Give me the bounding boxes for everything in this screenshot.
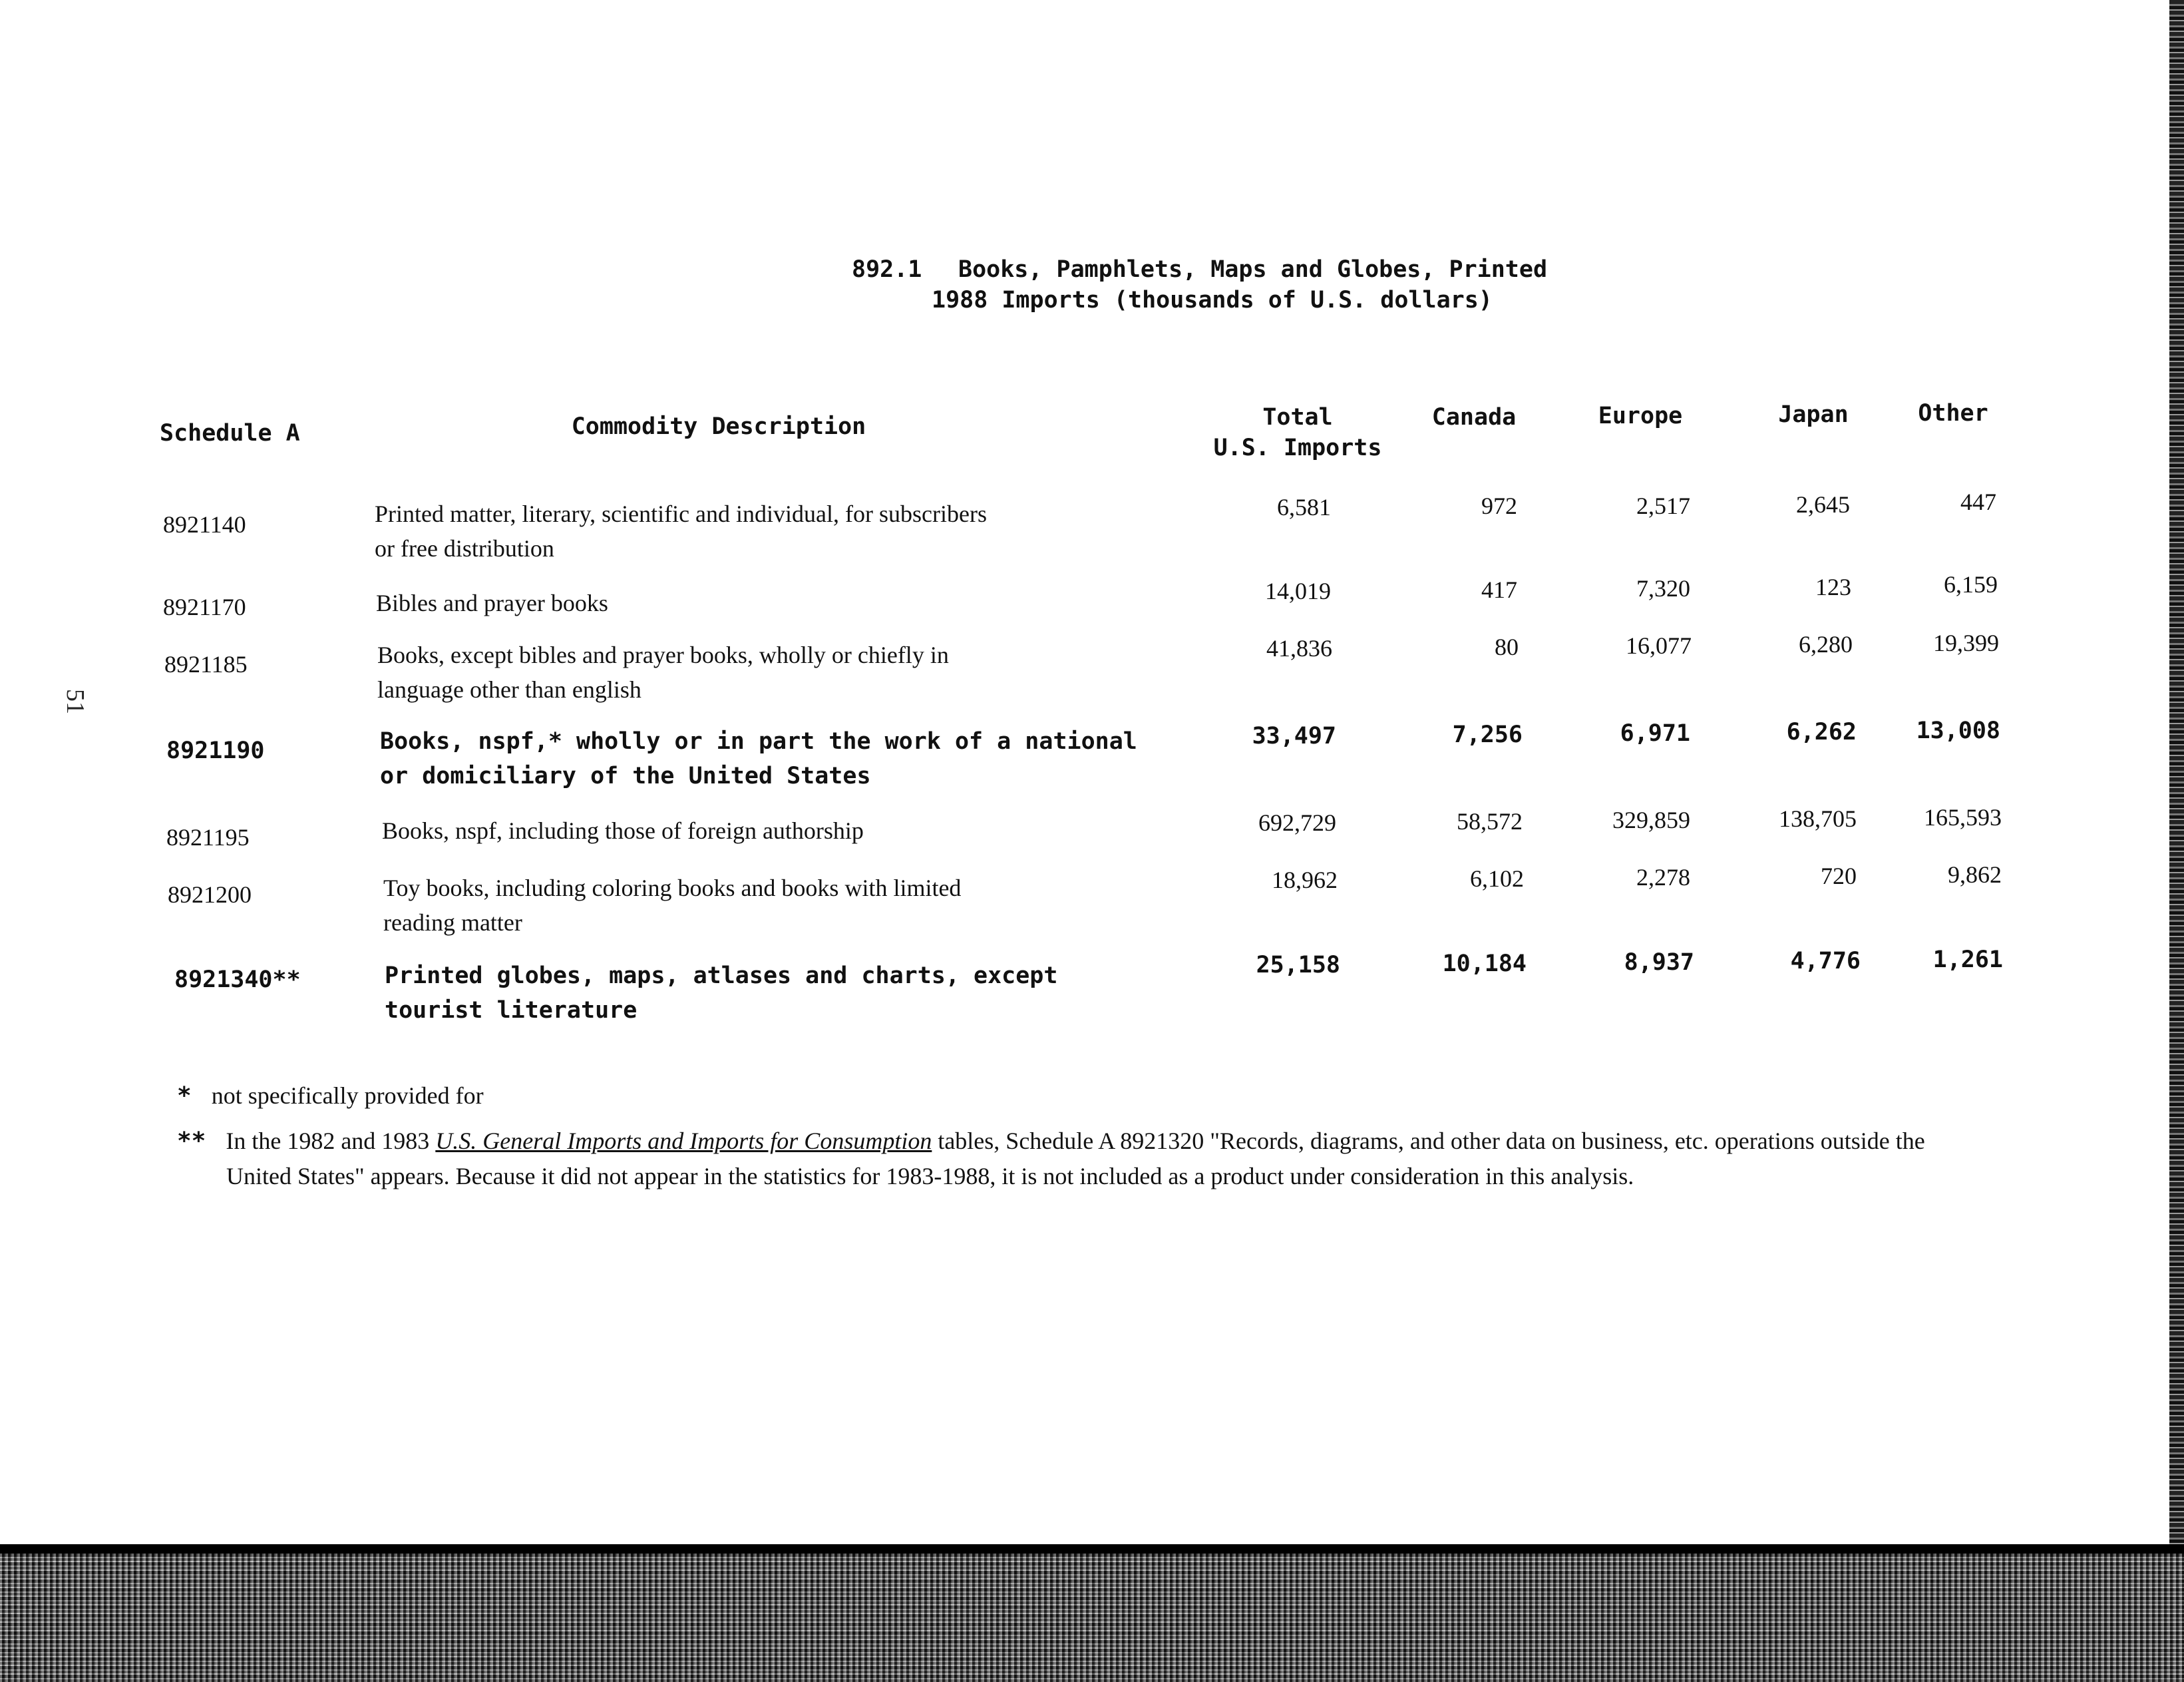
cell-canada: 58,572 [1457,808,1523,835]
footnote-1-mark: * [177,1082,192,1110]
cell-description [385,958,1183,1028]
cell-schedule: 8921185 [164,651,248,678]
cell-other: 447 [1960,489,1996,515]
cell-other: 1,261 [1932,946,2003,973]
title-line-2: 1988 Imports (thousands of U.S. dollars) [932,287,1493,314]
header-japan: Japan [1778,401,1849,428]
cell-japan: 138,705 [1779,805,1857,832]
cell-schedule: 8921190 [166,737,265,764]
page-number: 51 [61,689,89,714]
cell-schedule: 8921170 [163,594,246,620]
cell-description [377,638,1109,707]
cell-description [383,871,1115,940]
header-schedule: Schedule A [160,420,300,447]
description-line-2: reading matter [383,909,522,936]
header-description: Commodity Description [571,413,866,440]
header-total [1165,402,1431,463]
footnote-2-source-title: U.S. General Imports and Imports for Consumption [435,1128,932,1154]
cell-europe: 2,517 [1636,493,1690,519]
description-line-1: Bibles and prayer books [376,590,608,616]
cell-schedule: 8921200 [168,881,252,908]
footnote-1 [177,1078,484,1114]
cell-other: 19,399 [1933,630,1999,656]
cell-japan: 6,280 [1799,631,1853,658]
cell-japan: 720 [1821,863,1857,889]
cell-total: 25,158 [1256,952,1340,978]
cell-other: 165,593 [1924,804,2002,831]
scan-background [0,1544,2184,1682]
cell-total: 41,836 [1266,635,1332,662]
cell-europe: 7,320 [1636,575,1690,602]
title-number: 892.1 [852,256,922,283]
cell-canada: 972 [1481,493,1517,519]
cell-description [380,724,1179,793]
cell-description [382,813,1114,848]
description-line-1: Printed matter, literary, scientific and individual, for subscribers [375,501,987,527]
header-total-line-1: Total [1262,404,1333,431]
cell-description [376,586,1108,620]
footnote-2-line-2: United States" appears. Because it did not appear in the statistics for 1983-1988, it is not included as a product under consideration in this analysis. [226,1163,1634,1189]
cell-canada: 6,102 [1470,865,1524,892]
cell-japan: 6,262 [1786,719,1857,745]
description-line-2: or free distribution [375,535,554,562]
cell-europe: 329,859 [1612,807,1690,833]
cell-canada: 80 [1495,634,1519,660]
cell-total: 14,019 [1265,578,1331,604]
footnote-2-mark: ** [177,1128,206,1155]
header-europe: Europe [1598,403,1683,429]
footnote-2-post: tables, Schedule A 8921320 "Records, diagrams, and other data on business, etc. operations outside the [938,1128,1925,1154]
cell-total: 6,581 [1277,494,1331,521]
cell-japan: 123 [1815,574,1851,600]
description-line-1: Books, nspf, including those of foreign authorship [382,817,864,844]
footnote-2 [177,1124,2093,1193]
cell-total: 18,962 [1272,867,1338,893]
description-line-1: Toy books, including coloring books and books with limited [383,875,962,901]
cell-europe: 8,937 [1624,949,1694,976]
description-line-1: Printed globes, maps, atlases and charts, except [385,962,1058,989]
description-line-2: language other than english [377,676,641,703]
description-line-2: or domiciliary of the United States [380,763,871,789]
cell-other: 13,008 [1916,718,2000,744]
cell-europe: 2,278 [1636,864,1690,891]
cell-europe: 6,971 [1620,720,1690,747]
cell-canada: 7,256 [1452,722,1523,748]
cell-japan: 4,776 [1790,948,1861,974]
header-canada: Canada [1431,404,1517,431]
footnote-2-pre: In the 1982 and 1983 [226,1128,430,1154]
header-total-line-2: U.S. Imports [1213,435,1382,461]
cell-schedule: 8921340** [174,966,301,993]
header-other: Other [1918,400,1988,427]
cell-description [375,497,1107,566]
table-title [852,254,1584,315]
cell-japan: 2,645 [1796,491,1850,518]
cell-europe: 16,077 [1626,632,1692,659]
cell-schedule: 8921195 [166,824,250,851]
cell-other: 6,159 [1944,571,1998,598]
description-line-1: Books, nspf,* wholly or in part the work of a national [380,728,1137,755]
footnote-1-text: not specifically provided for [211,1082,484,1109]
cell-total: 33,497 [1252,723,1336,749]
description-line-2: tourist literature [385,997,637,1024]
cell-canada: 417 [1481,576,1517,603]
title-line-1: Books, Pamphlets, Maps and Globes, Printed [958,256,1548,283]
cell-canada: 10,184 [1442,950,1527,977]
cell-total: 692,729 [1258,809,1336,836]
cell-other: 9,862 [1948,861,2002,888]
page-edge-shadow [2169,0,2184,1551]
cell-schedule: 8921140 [163,511,246,538]
description-line-1: Books, except bibles and prayer books, wholly or chiefly in [377,642,949,668]
